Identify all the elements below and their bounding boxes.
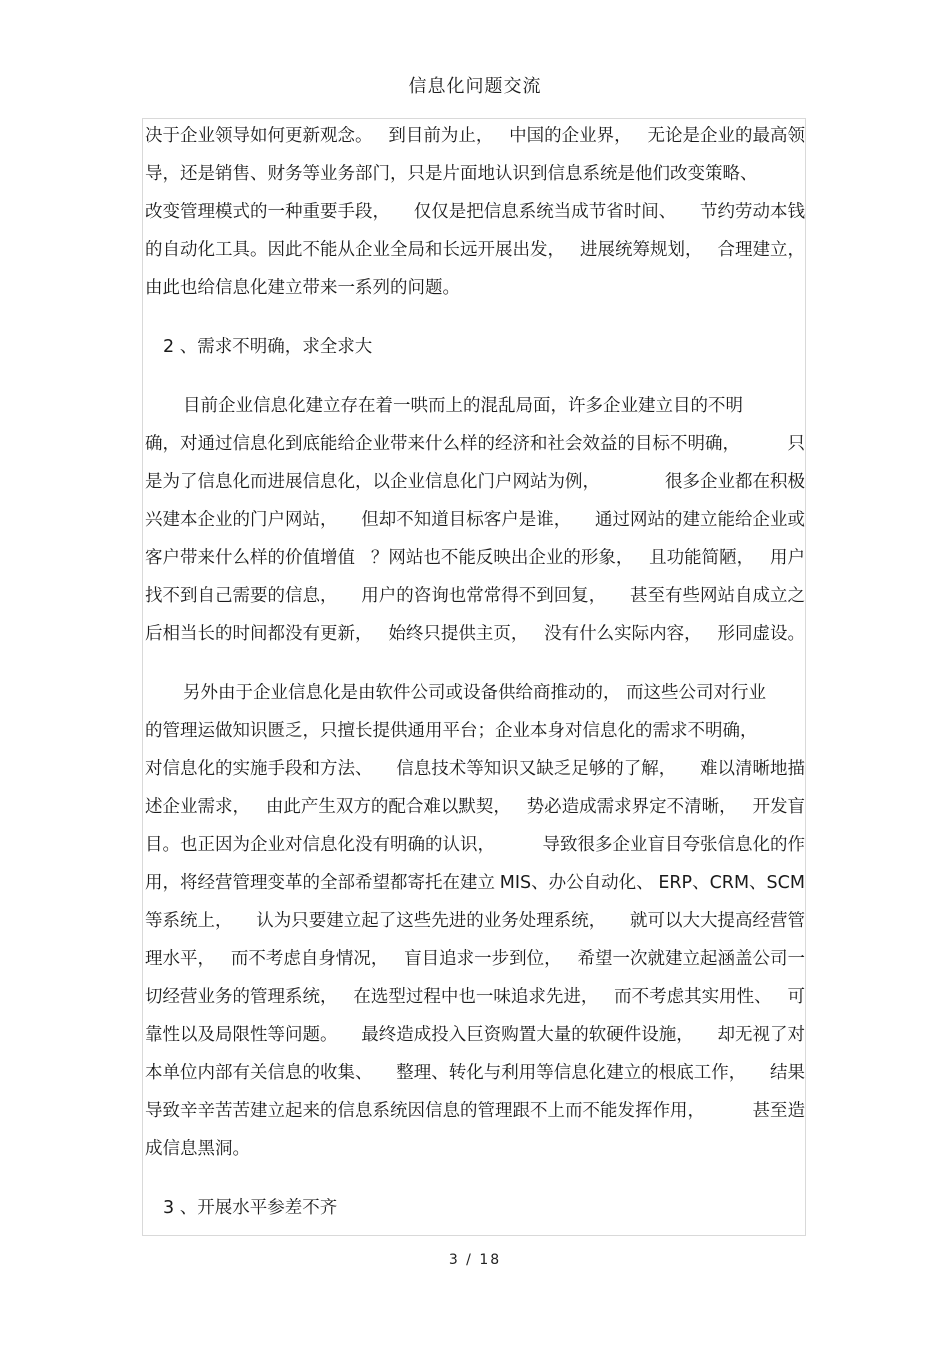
text-line: 等系统上， 认为只要建立起了这些先进的业务处理系统， 就可以大大提高经营管 bbox=[145, 911, 805, 931]
page-number: 3 / 18 bbox=[448, 1252, 502, 1268]
text-line: 导，还是销售、财务等业务部门，只是片面地认识到信息系统是他们改变策略、 bbox=[145, 164, 758, 184]
text-line: 用，将经营管理变革的全部希望都寄托在建立 MIS、办公自动化、 ERP、CRM、SCM bbox=[145, 873, 805, 893]
text-line: 是为了信息化而进展信息化，以企业信息化门户网站为例， 很多企业都在积极 bbox=[145, 472, 805, 492]
text-line: 3 、开展水平参差不齐 bbox=[163, 1198, 338, 1218]
text-line: 后相当长的时间都没有更新， 始终只提供主页， 没有什么实际内容， 形同虚设。 bbox=[145, 624, 805, 644]
text-line: 目前企业信息化建立存在着一哄而上的混乱局面，许多企业建立目的不明 bbox=[183, 396, 743, 416]
text-line: 导致辛辛苦苦建立起来的信息系统因信息的管理跟不上而不能发挥作用， 甚至造 bbox=[145, 1101, 805, 1121]
text-line: 另外由于企业信息化是由软件公司或设备供给商推动的， 而这些公司对行业 bbox=[183, 683, 767, 703]
text-line: 成信息黑洞。 bbox=[145, 1139, 250, 1159]
page-header-title: 信息化问题交流 bbox=[408, 76, 542, 97]
text-line: 本单位内部有关信息的收集、 整理、转化与利用等信息化建立的根底工作， 结果 bbox=[145, 1063, 805, 1083]
text-line: 切经营业务的管理系统， 在选型过程中也一味追求先进， 而不考虑其实用性、 可 bbox=[145, 987, 805, 1007]
text-line: 找不到自己需要的信息， 用户的咨询也常常得不到回复， 甚至有些网站自成立之 bbox=[145, 586, 805, 606]
text-line: 改变管理模式的一种重要手段， 仅仅是把信息系统当成节省时间、 节约劳动本钱 bbox=[145, 202, 805, 222]
text-line: 述企业需求， 由此产生双方的配合难以默契， 势必造成需求界定不清晰， 开发盲 bbox=[145, 797, 805, 817]
text-line: 由此也给信息化建立带来一系列的问题。 bbox=[145, 278, 460, 298]
text-line: 的自动化工具。因此不能从企业全局和长远开展出发， 进展统筹规划， 合理建立， bbox=[145, 240, 805, 260]
text-line: 的管理运做知识匮乏，只擅长提供通用平台；企业本身对信息化的需求不明确， bbox=[145, 721, 758, 741]
text-line: 确，对通过信息化到底能给企业带来什么样的经济和社会效益的目标不明确， 只 bbox=[145, 434, 805, 454]
text-line: 理水平， 而不考虑自身情况， 盲目追求一步到位， 希望一次就建立起涵盖公司一 bbox=[145, 949, 805, 969]
text-line: 2 、需求不明确，求全求大 bbox=[163, 337, 373, 357]
text-line: 客户带来什么样的价值增值 ？网站也不能反映出企业的形象， 且功能简陋， 用户 bbox=[145, 548, 805, 568]
text-line: 目。也正因为企业对信息化没有明确的认识， 导致很多企业盲目夸张信息化的作 bbox=[145, 835, 805, 855]
text-line: 对信息化的实施手段和方法、 信息技术等知识又缺乏足够的了解， 难以清晰地描 bbox=[145, 759, 805, 779]
text-line: 兴建本企业的门户网站， 但却不知道目标客户是谁， 通过网站的建立能给企业或 bbox=[145, 510, 805, 530]
text-line: 靠性以及局限性等问题。 最终造成投入巨资购置大量的软硬件设施， 却无视了对 bbox=[145, 1025, 805, 1045]
text-line: 决于企业领导如何更新观念。 到目前为止， 中国的企业界， 无论是企业的最高领 bbox=[145, 126, 805, 146]
